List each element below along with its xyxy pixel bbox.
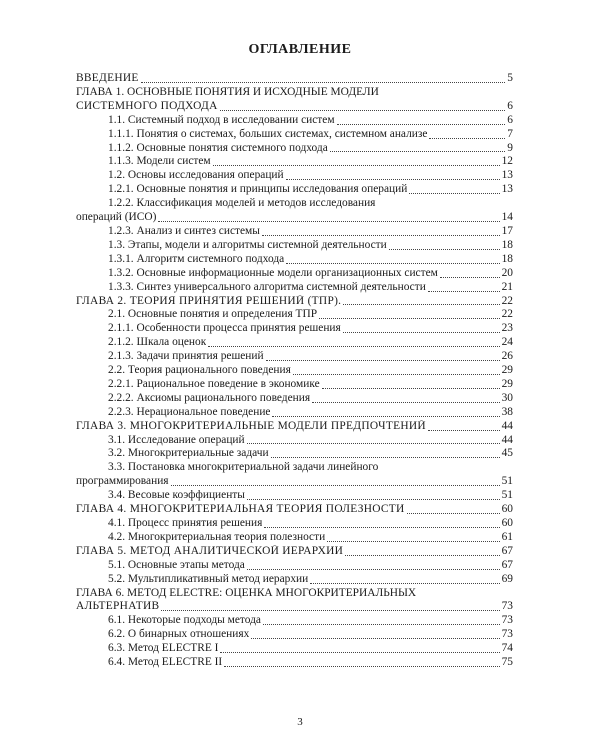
toc-entry-title: 2.2.1. Рациональное поведение в экономике: [108, 377, 320, 390]
toc-entry-line: ГЛАВА 6. МЕТОД ELECTRE: ОЦЕНКА МНОГОКРИТЕРИАЛЬНЫХ: [76, 586, 417, 599]
toc-entry-title: ГЛАВА 3. МНОГОКРИТЕРИАЛЬНЫЕ МОДЕЛИ ПРЕДПОЧТЕНИЙ: [76, 419, 426, 432]
toc-dot-leader: [141, 82, 506, 83]
toc-section-entry[interactable]: [76, 267, 513, 281]
toc-dot-leader: [262, 235, 500, 236]
toc-page-number: 6: [507, 99, 513, 112]
toc-chapter-entry[interactable]: [76, 503, 513, 517]
toc-dot-leader: [428, 430, 500, 431]
toc-dot-leader: [208, 346, 499, 347]
toc-section-entry[interactable]: [76, 239, 513, 253]
toc-dot-leader: [271, 457, 500, 458]
toc-dot-leader: [264, 527, 499, 528]
toc-dot-leader: [213, 165, 500, 166]
toc-entry-title: 1.3.3. Синтез универсального алгоритма системной деятельности: [108, 280, 426, 293]
toc-dot-leader: [440, 277, 500, 278]
toc-section-entry[interactable]: [76, 183, 513, 197]
toc-dot-leader: [158, 221, 499, 222]
toc-page-number: 18: [501, 238, 513, 251]
toc-dot-leader: [293, 374, 500, 375]
toc-section-entry[interactable]: [76, 531, 513, 545]
toc-entry-title: ГЛАВА 4. МНОГОКРИТЕРИАЛЬНАЯ ТЕОРИЯ ПОЛЕЗНОСТИ: [76, 503, 405, 516]
toc-dot-leader: [220, 652, 499, 653]
toc-page-number: 75: [501, 656, 513, 669]
toc-page-number: 7: [507, 127, 513, 140]
toc-section-entry[interactable]: [76, 475, 513, 489]
toc-page-number: 73: [501, 600, 513, 613]
toc-page-number: 6: [507, 113, 513, 126]
toc-page-number: 60: [501, 517, 513, 529]
toc-dot-leader: [263, 624, 500, 625]
toc-dot-leader: [286, 179, 500, 180]
toc-section-entry[interactable]: [76, 350, 513, 364]
toc-entry-title: 4.2. Многокритериальная теория полезности: [108, 530, 326, 543]
toc-dot-leader: [224, 666, 499, 667]
toc-section-entry[interactable]: [76, 378, 513, 392]
toc-entry-line: ГЛАВА 1. ОСНОВНЫЕ ПОНЯТИЯ И ИСХОДНЫЕ МОДЕЛИ: [76, 85, 379, 98]
toc-page-number: 60: [501, 503, 513, 516]
toc-entry-title: 2.1.1. Особенности процесса принятия решения: [108, 322, 341, 335]
toc-dot-leader: [407, 513, 500, 514]
toc-entry-title: АЛЬТЕРНАТИВ: [76, 600, 160, 613]
toc-entry-title: 2.1.3. Задачи принятия решений: [108, 350, 264, 363]
toc-dot-leader: [251, 638, 499, 639]
toc-page-number: 23: [501, 322, 513, 335]
toc-page-number: 44: [501, 419, 513, 432]
toc-entry-title: операций (ИСО): [76, 211, 157, 224]
toc-section-entry[interactable]: [76, 155, 513, 169]
toc-page-number: 13: [501, 183, 513, 196]
toc-page-number: 51: [501, 475, 513, 488]
toc-dot-leader: [327, 541, 499, 542]
toc-chapter-entry[interactable]: [76, 100, 513, 114]
toc-dot-leader: [319, 318, 500, 319]
toc-section-entry[interactable]: [76, 392, 513, 406]
toc-section-entry[interactable]: [76, 142, 513, 156]
toc-section-entry[interactable]: [76, 308, 513, 322]
toc-entry-title: 1.1.3. Модели систем: [108, 155, 211, 168]
toc-entry-title: 6.1. Некоторые подходы метода: [108, 614, 261, 627]
toc-entry-title: 2.2.2. Аксиомы рационального поведения: [108, 391, 311, 404]
toc-page-number: 22: [501, 308, 513, 321]
toc-entry-title: 1.2. Основы исследования операций: [108, 169, 284, 182]
toc-page-number: 26: [501, 350, 513, 363]
toc-entry-line: 1.2.2. Классификация моделей и методов исследования: [108, 197, 376, 210]
toc-page-number: 69: [501, 572, 513, 585]
toc-entry-title: ГЛАВА 2. ТЕОРИЯ ПРИНЯТИЯ РЕШЕНИЙ (ТПР).: [76, 294, 342, 307]
toc-page-number: 5: [507, 72, 513, 84]
toc-section-entry[interactable]: [76, 406, 513, 420]
toc-dot-leader: [322, 388, 500, 389]
toc-entry-title: 4.1. Процесс принятия решения: [108, 517, 263, 529]
toc-page-number: 22: [501, 294, 513, 307]
toc-page-number: 17: [501, 224, 513, 237]
toc-dot-leader: [272, 416, 499, 417]
toc-section-entry[interactable]: [76, 253, 513, 267]
toc-page-number: 24: [501, 336, 513, 349]
toc-entry-title: 3.4. Весовые коэффициенты: [108, 489, 245, 502]
toc-entry-title: 1.1. Системный подход в исследовании систем: [108, 113, 335, 126]
toc-section-entry[interactable]: [76, 573, 513, 587]
toc-page-number: 73: [501, 614, 513, 627]
toc-entry-title: 3.1. Исследование операций: [108, 433, 245, 446]
toc-section-entry[interactable]: [76, 322, 513, 336]
toc-entry-title: 6.2. О бинарных отношениях: [108, 628, 250, 641]
toc-entry-title: 2.1.2. Шкала оценок: [108, 336, 207, 349]
toc-entry-title: 2.2.3. Нерациональное поведение: [108, 405, 271, 418]
toc-dot-leader: [247, 443, 500, 444]
toc-page-number: 67: [501, 544, 513, 557]
toc-page-number: 74: [501, 642, 513, 655]
toc-section-entry[interactable]: [76, 628, 513, 642]
toc-section-entry[interactable]: [76, 614, 513, 628]
toc-dot-leader: [220, 110, 506, 111]
toc-entry-title: программирования: [76, 475, 169, 488]
toc-page-number: 20: [501, 266, 513, 279]
toc-section-entry[interactable]: [76, 336, 513, 350]
toc-dot-leader: [171, 485, 500, 486]
toc-page-number: 30: [501, 391, 513, 404]
toc-entry-title: 2.1. Основные понятия и определения ТПР: [108, 308, 318, 321]
toc-section-entry[interactable]: [76, 211, 513, 225]
toc-page-number: 44: [501, 433, 513, 446]
toc-dot-leader: [247, 499, 500, 500]
toc-entry-title: 5.1. Основные этапы метода: [108, 558, 245, 571]
toc-dot-leader: [429, 138, 505, 139]
toc-entry-title: 3.2. Многокритериальные задачи: [108, 447, 269, 460]
toc-dot-leader: [428, 291, 500, 292]
toc-entry-title: 6.4. Метод ELECTRE II: [108, 656, 223, 669]
toc-section-entry[interactable]: [76, 169, 513, 183]
toc-section-entry[interactable]: [76, 642, 513, 656]
toc-section-entry[interactable]: [76, 114, 513, 128]
toc-dot-leader: [409, 193, 499, 194]
toc-section-entry[interactable]: [76, 447, 513, 461]
toc-dot-leader: [247, 569, 500, 570]
page-title: ОГЛАВЛЕНИЕ: [248, 42, 352, 57]
toc-chapter-entry[interactable]: [76, 72, 513, 86]
toc-section-entry[interactable]: [76, 225, 513, 239]
toc-entry-title: 1.3.1. Алгоритм системного подхода: [108, 252, 285, 265]
toc-page-number: 14: [501, 211, 513, 224]
toc-page-number: 61: [501, 530, 513, 543]
toc-entry-title: 1.1.1. Понятия о системах, больших системах, системном анализе: [108, 127, 428, 140]
toc-page-number: 45: [501, 447, 513, 460]
toc-page-number: 29: [501, 364, 513, 377]
toc-entry-line: 3.3. Постановка многокритериальной задачи линейного: [108, 461, 379, 474]
toc-page-number: 29: [501, 377, 513, 390]
toc-dot-leader: [343, 332, 500, 333]
toc-entry-title: ГЛАВА 5. МЕТОД АНАЛИТИЧЕСКОЙ ИЕРАРХИИ: [76, 544, 344, 557]
toc-page-number: 9: [507, 141, 513, 154]
toc-dot-leader: [286, 263, 499, 264]
toc-entry-title: ВВЕДЕНИЕ: [76, 72, 139, 84]
toc-chapter-entry[interactable]: [76, 545, 513, 559]
table-of-contents: [76, 72, 513, 670]
toc-page-number: 18: [501, 252, 513, 265]
toc-dot-leader: [312, 402, 500, 403]
toc-dot-leader: [389, 249, 500, 250]
toc-dot-leader: [330, 151, 506, 152]
toc-page-number: 13: [501, 169, 513, 182]
toc-dot-leader: [345, 555, 499, 556]
toc-page-number: 73: [501, 628, 513, 641]
toc-dot-leader: [310, 583, 499, 584]
toc-dot-leader: [266, 360, 500, 361]
toc-entry-title: 1.2.1. Основные понятия и принципы исследования операций: [108, 183, 408, 196]
toc-section-entry[interactable]: [76, 489, 513, 503]
toc-entry-title: СИСТЕМНОГО ПОДХОДА: [76, 99, 218, 112]
toc-section-entry[interactable]: [76, 281, 513, 295]
toc-page-number: 51: [501, 489, 513, 502]
toc-entry-title: 2.2. Теория рационального поведения: [108, 364, 291, 377]
toc-dot-leader: [337, 124, 506, 125]
toc-entry-title: 1.2.3. Анализ и синтез системы: [108, 224, 260, 237]
toc-page-number: 67: [501, 558, 513, 571]
toc-section-entry[interactable]: [76, 517, 513, 531]
toc-dot-leader: [343, 304, 499, 305]
toc-entry-title: 1.3. Этапы, модели и алгоритмы системной деятельности: [108, 238, 387, 251]
toc-section-entry[interactable]: [76, 656, 513, 670]
toc-entry-title: 6.3. Метод ELECTRE I: [108, 642, 219, 655]
toc-entry-title: 5.2. Мультипликативный метод иерархии: [108, 572, 309, 585]
toc-entry-title: 1.1.2. Основные понятия системного подхода: [108, 141, 328, 154]
toc-page-number: 38: [501, 405, 513, 418]
toc-chapter-entry[interactable]: [76, 420, 513, 434]
toc-section-entry[interactable]: [76, 364, 513, 378]
toc-section-entry[interactable]: [76, 128, 513, 142]
toc-dot-leader: [161, 610, 499, 611]
toc-page-number: 12: [501, 155, 513, 168]
toc-page-number: 21: [501, 280, 513, 293]
toc-section-entry[interactable]: [76, 559, 513, 573]
toc-section-entry[interactable]: [76, 434, 513, 448]
page-number: 3: [297, 716, 303, 728]
toc-entry-title: 1.3.2. Основные информационные модели организационных систем: [108, 266, 438, 279]
toc-chapter-entry[interactable]: [76, 295, 513, 309]
toc-chapter-entry[interactable]: [76, 600, 513, 614]
